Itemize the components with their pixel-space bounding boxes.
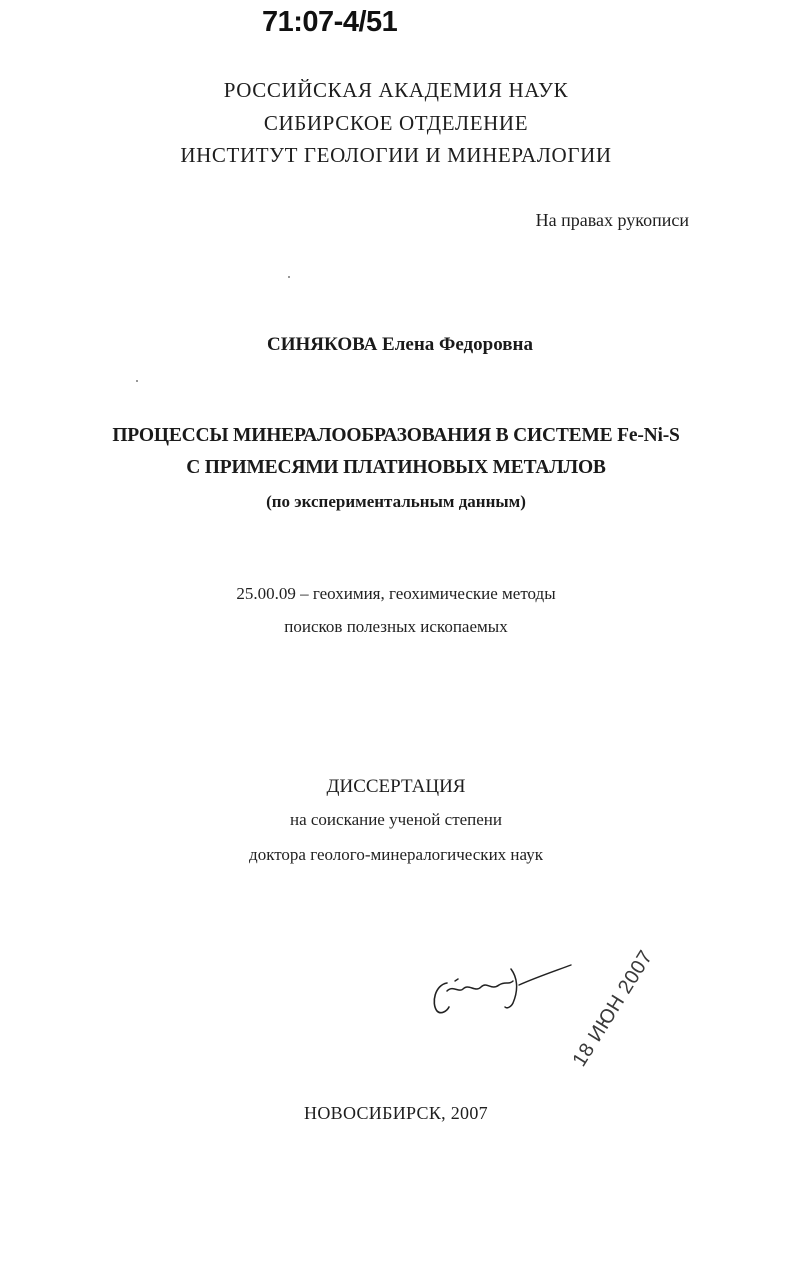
specialty-line-1: 25.00.09 – геохимия, геохимические методы [236,584,556,603]
city-year: НОВОСИБИРСК, 2007 [304,1103,488,1123]
dissertation-line-1: на соискание ученой степени [289,810,503,829]
title-line-1: ПРОЦЕССЫ МИНЕРАЛООБРАЗОВАНИЯ В СИСТЕМЕ Fe-Ni-S [112,425,680,446]
dissertation-line-2: доктора геолого-минералогических наук [249,845,543,864]
organization-line-1: РОССИЙСКАЯ АКАДЕМИЯ НАУК [223,78,569,102]
organization-line-2: СИБИРСКОЕ ОТДЕЛЕНИЕ [263,111,529,135]
catalog-number: 71:07-4/51 [262,6,398,38]
organization-line-3: ИНСТИТУТ ГЕОЛОГИИ И МИНЕРАЛОГИИ [180,143,612,167]
handwritten-signature [425,955,585,1025]
title-subtitle: (по экспериментальным данным) [266,492,526,511]
date-stamp: 18 ИЮН 2007 [568,946,658,1071]
scan-speck [288,276,290,278]
dissertation-heading: ДИССЕРТАЦИЯ [326,776,466,797]
scan-speck [136,380,138,382]
specialty-line-2: поисков полезных ископаемых [284,617,508,636]
author-name: СИНЯКОВА Елена Федоровна [267,334,533,355]
rights-note: На правах рукописи [535,210,689,230]
title-line-2: С ПРИМЕСЯМИ ПЛАТИНОВЫХ МЕТАЛЛОВ [186,457,606,478]
